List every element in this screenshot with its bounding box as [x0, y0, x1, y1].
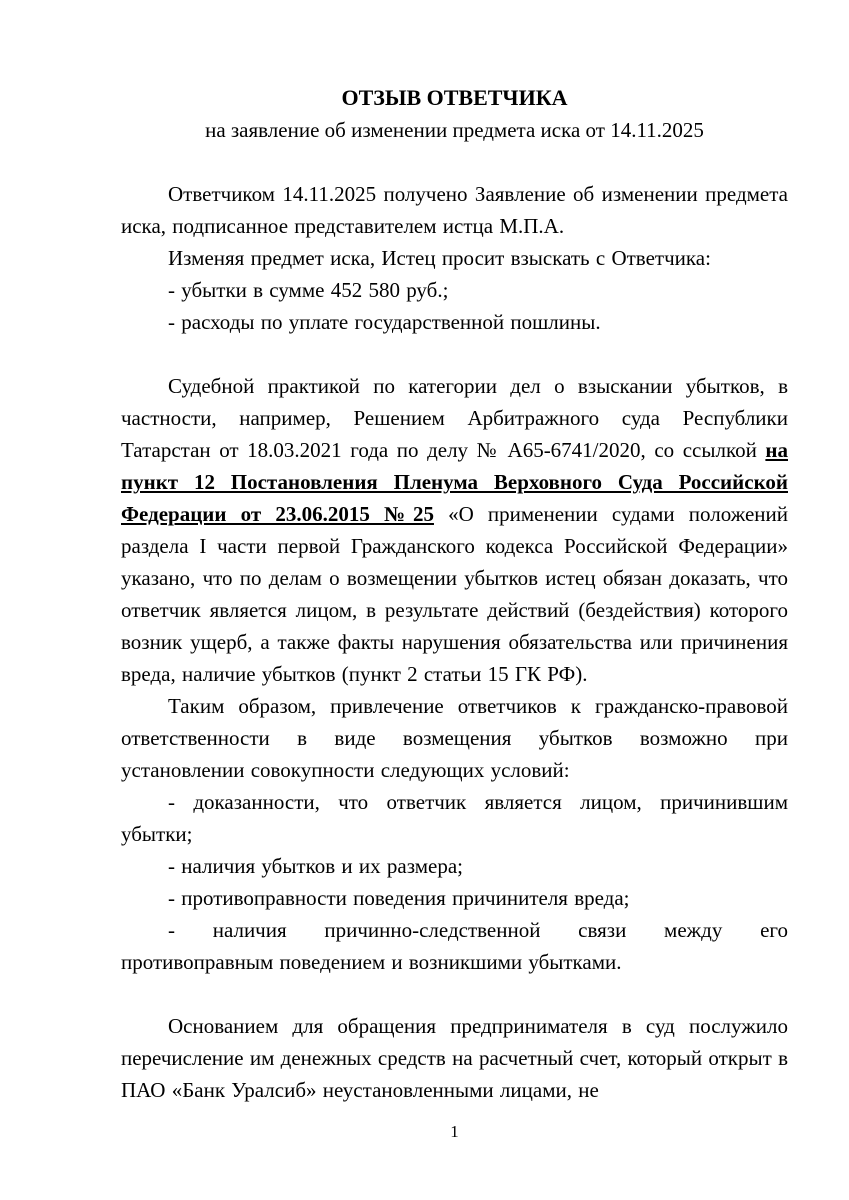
- document-title: ОТЗЫВ ОТВЕТЧИКА: [341, 85, 568, 110]
- paragraph-court-practice-tail: «О применении судами положений раздела I части первой Гражданского кодекса Российской Федерации» указано, что по делам о возмещении убытков истец обязан доказать, что ответчик является лицом, в результате действий (бездействия) которого возник ущерб, а также факты нарушения обязательства или причинения вреда, наличие убытков (пункт 2 статьи 15 ГК РФ).: [121, 502, 788, 686]
- list-item-damages: - убытки в сумме 452 580 руб.;: [168, 278, 449, 302]
- paragraph-court-practice-lead: Судебной практикой по категории дел о взыскании убытков, в частности, например, Решением Арбитражного суда Республики Татарстан от 18.03.2021 года по делу № А65-6741/2020, со ссылкой: [121, 374, 788, 462]
- document-subtitle: на заявление об изменении предмета иска от 14.11.2025: [205, 118, 704, 142]
- paragraph-court-practice-citation: на пункт 12 Постановления Пленума Верховного Суда Российской Федерации от 23.06.2015 №25: [121, 438, 788, 526]
- vertical-gap: [121, 978, 788, 1010]
- paragraph-received-statement: Ответчиком 14.11.2025 получено Заявление об изменении предмета иска, подписанное представителем истца М.П.А.: [121, 182, 788, 238]
- paragraph-claim-intro: Изменяя предмет иска, Истец просит взыскать с Ответчика:: [168, 246, 711, 270]
- list-item-state-duty: - расходы по уплате государственной пошлины.: [168, 310, 601, 334]
- list-item-unlawful-conduct: - противоправности поведения причинителя вреда;: [168, 886, 630, 910]
- paragraph-basis-of-claim: Основанием для обращения предпринимателя в суд послужило перечисление им денежных средств на расчетный счет, который открыт в ПАО «Банк Уралсиб» неустановленными лицами, не: [121, 1014, 788, 1102]
- list-item-existence-of-damages: - наличия убытков и их размера;: [168, 854, 463, 878]
- paragraph-court-practice: [121, 370, 788, 690]
- vertical-gap: [121, 338, 788, 370]
- vertical-gap: [121, 146, 788, 178]
- paragraph-conditions-intro: Таким образом, привлечение ответчиков к гражданско-правовой ответственности в виде возмещения убытков возможно при установлении совокупности следующих условий:: [121, 694, 788, 782]
- list-item-causal-link: - наличия причинно-следственной связи между его противоправным поведением и возникшими убытками.: [121, 918, 788, 974]
- page-number: 1: [450, 1122, 459, 1141]
- list-item-proof-of-person: - доказанности, что ответчик является лицом, причинившим убытки;: [121, 790, 788, 846]
